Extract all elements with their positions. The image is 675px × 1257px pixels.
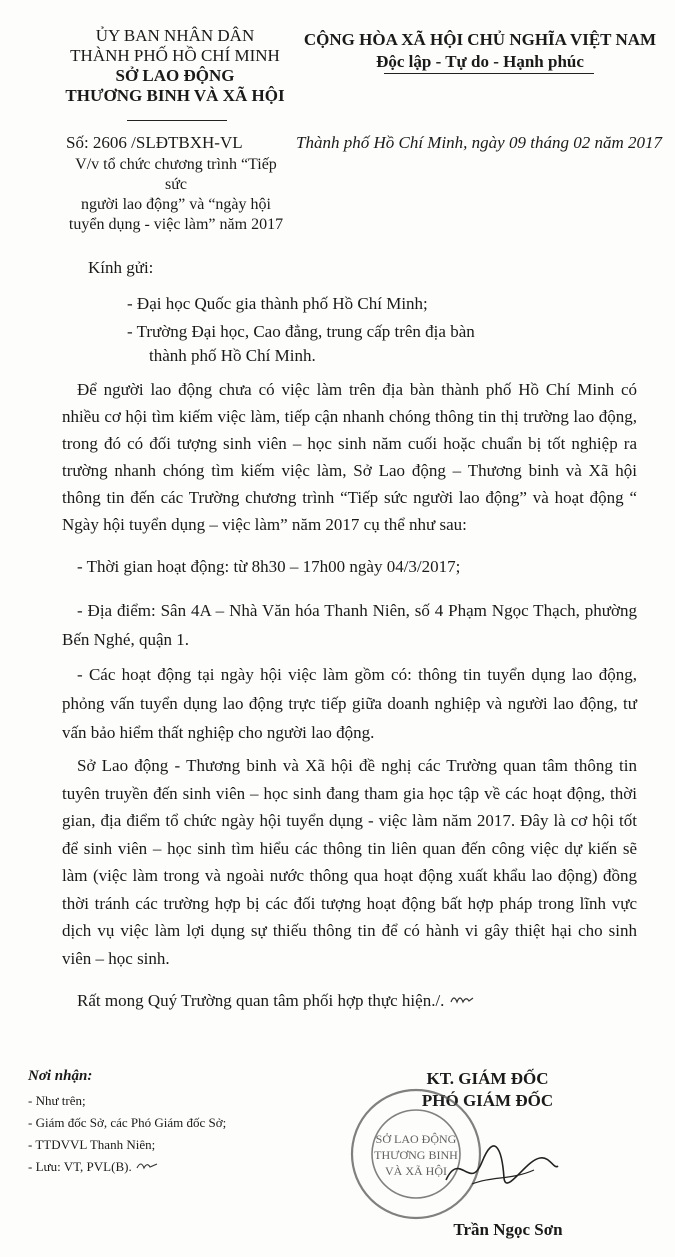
handwritten-signature <box>442 1140 562 1200</box>
national-title: CỘNG HÒA XÃ HỘI CHỦ NGHĨA VIỆT NAM <box>303 30 657 49</box>
recipients-item: - TTDVVL Thanh Niên; <box>28 1137 156 1152</box>
recipients-list <box>28 1090 226 1178</box>
greeting: Kính gửi: <box>88 258 154 277</box>
motto-underline <box>384 73 594 74</box>
subject <box>66 155 286 235</box>
recipients-item-text: - Lưu: VT, PVL(B). <box>28 1159 132 1174</box>
recipients-title: Nơi nhận: <box>28 1068 93 1084</box>
initials-mark <box>449 992 475 1006</box>
issuer-line4: THƯƠNG BINH VÀ XÃ HỘI <box>65 86 285 105</box>
signature-title-1: KT. GIÁM ĐỐC <box>426 1069 549 1088</box>
closing-text: Rất mong Quý Trường quan tâm phối hợp thực hiện./. <box>77 991 445 1010</box>
recipient-item: - Trường Đại học, Cao đẳng, trung cấp trên địa bàn <box>127 322 475 341</box>
stamp-line2: THƯƠNG BINH <box>374 1148 458 1162</box>
issuer-underline <box>127 120 227 121</box>
recipients-item: - Giám đốc Sở, các Phó Giám đốc Sở; <box>28 1115 227 1130</box>
recipients-item: - Như trên; <box>28 1093 86 1108</box>
issuer-header <box>45 26 305 106</box>
signer-name: Trần Ngọc Sơn <box>453 1220 563 1239</box>
body-activities: - Các hoạt động tại ngày hội việc làm gồm có: thông tin tuyển dụng lao động, phỏng vấn tuyển dụng lao động trực tiếp giữa doanh nghiệp và người lao động, tư vấn bảo hiểm thất nghiệp cho người lao động. <box>62 665 637 742</box>
signature-title-2: PHÓ GIÁM ĐỐC <box>421 1091 554 1110</box>
recipients-item <box>28 1156 226 1178</box>
place-date: Thành phố Hồ Chí Minh, ngày 09 tháng 02 năm 2017 <box>296 133 662 152</box>
initials-mark <box>135 1159 159 1171</box>
subject-line1: V/v tổ chức chương trình “Tiếp sức <box>75 156 277 193</box>
body-paragraph-5: Sở Lao động - Thương binh và Xã hội đề nghị các Trường quan tâm thông tin tuyên truyền đến sinh viên – học sinh đang tham gia học tập về các hoạt động, thời gian, địa điểm tổ chức ngày hội tuyển dụng - việc làm năm 2017. Đây là cơ hội tốt để sinh viên – học sinh tìm hiểu các thông tin liên quan đến công việc dự kiến sẽ làm (việc làm trong và ngoài nước thông qua hoạt động xuất khẩu lao động) đồng thời tránh các trường hợp bị các đối tượng hoạt động bất hợp pháp trong lĩnh vực dịch vụ việc làm lợi dụng sự thiếu thông tin để có hành vi gây thiệt hại cho sinh viên – học sinh. <box>62 756 637 968</box>
body-location: - Địa điểm: Sân 4A – Nhà Văn hóa Thanh Niên, số 4 Phạm Ngọc Thạch, phường Bến Nghé, quận 1. <box>62 601 637 649</box>
recipient-item-cont: thành phố Hồ Chí Minh. <box>149 346 316 365</box>
document-number: Số: 2606 /SLĐTBXH-VL <box>66 133 243 152</box>
issuer-line2: THÀNH PHỐ HỒ CHÍ MINH <box>70 46 280 65</box>
body-time: - Thời gian hoạt động: từ 8h30 – 17h00 ngày 04/3/2017; <box>77 557 461 576</box>
issuer-line1: ỦY BAN NHÂN DÂN <box>95 26 255 45</box>
body-paragraph-1: Để người lao động chưa có việc làm trên địa bàn thành phố Hồ Chí Minh có nhiều cơ hội tìm kiếm việc làm, tiếp cận nhanh chóng thông tin thị trường lao động, trong đó có đối tượng sinh viên – học sinh năm cuối hoặc chuẩn bị tốt nghiệp ra trường nhanh chóng tìm kiếm việc làm, Sở Lao động – Thương binh và Xã hội thông tin đến các Trường chương trình “Tiếp sức người lao động” và hoạt động “ Ngày hội tuyển dụng – việc làm” năm 2017 cụ thể như sau: <box>62 380 637 534</box>
stamp-line3: VÀ XÃ HỘI <box>385 1164 447 1178</box>
recipients-top <box>127 292 627 368</box>
national-motto: Độc lập - Tự do - Hạnh phúc <box>376 52 584 71</box>
subject-line3: tuyển dụng - việc làm” năm 2017 <box>68 216 284 233</box>
recipient-item: - Đại học Quốc gia thành phố Hồ Chí Minh; <box>127 294 428 313</box>
closing-line <box>62 987 637 1014</box>
stamp-line1: SỞ LAO ĐỘNG <box>375 1132 457 1146</box>
issuer-line3: SỞ LAO ĐỘNG <box>115 66 235 85</box>
national-header <box>290 29 670 73</box>
subject-line2: người lao động” và “ngày hội <box>81 196 271 213</box>
